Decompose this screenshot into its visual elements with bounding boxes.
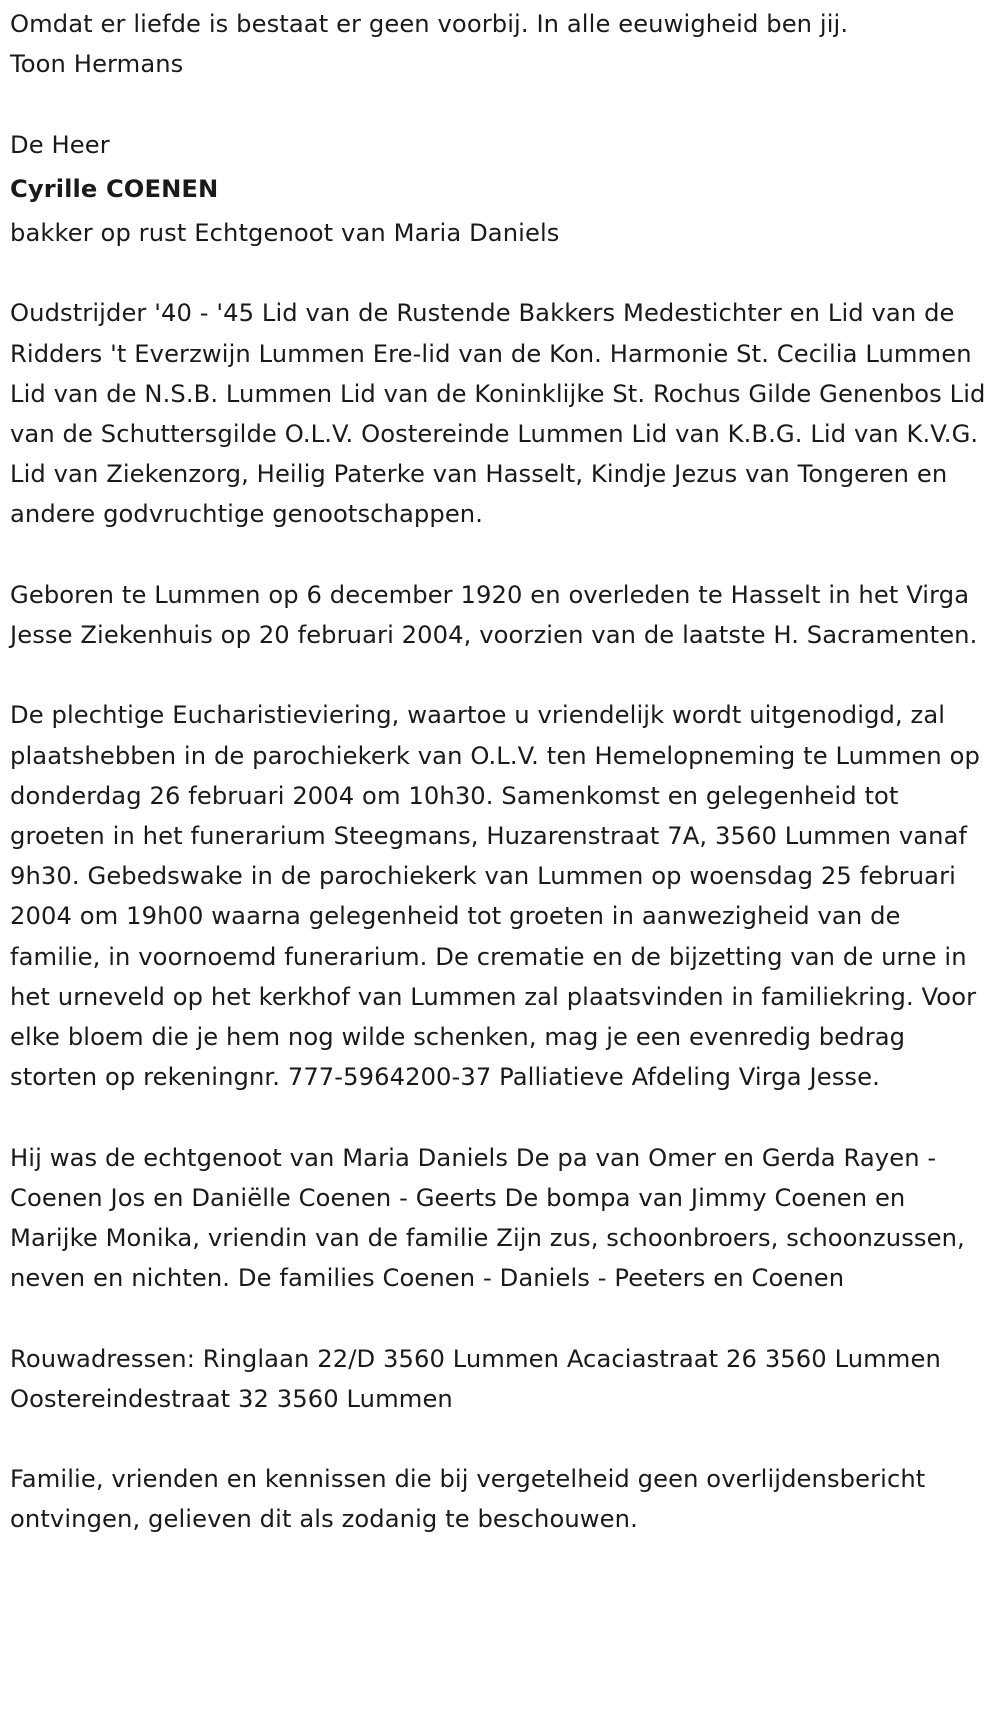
obituary-notice (10, 4, 995, 1540)
quote-text: Omdat er liefde is bestaat er geen voorbij. In alle eeuwigheid ben jij. (10, 10, 849, 38)
spacer (10, 253, 995, 293)
family-paragraph: Hij was de echtgenoot van Maria Daniels De pa van Omer en Gerda Rayen - Coenen Jos en Daniëlle Coenen - Geerts De bompa van Jimmy Coenen en Marijke Monika, vriendin van de familie Zijn zus, schoonbroers, schoonzussen, neven en nichten. De families Coenen - Daniels - Peeters en Coenen (10, 1143, 965, 1293)
closing-paragraph: Familie, vrienden en kennissen die bij vergetelheid geen overlijdensbericht ontvingen, gelieven dit als zodanig te beschouwen. (10, 1465, 926, 1534)
spacer (10, 1097, 995, 1137)
quote-author: Toon Hermans (10, 50, 184, 79)
memberships-paragraph: Oudstrijder '40 - '45 Lid van de Rustende Bakkers Medestichter en Lid van de Ridders 't Everzwijn Lummen Ere-lid van de Kon. Harmonie St. Cecilia Lummen Lid van de N.S.B. Lummen Lid van de Koninklijke St. Rochus Gilde Genenbos Lid van de Schuttersgilde O.L.V. Oostereinde Lummen Lid van K.B.G. Lid van K.V.G. Lid van Ziekenzorg, Heilig Paterke van Hasselt, Kindje Jezus van Tongeren en andere godvruchtige genootschappen. (10, 299, 986, 529)
spacer (10, 655, 995, 695)
birth-death-paragraph: Geboren te Lummen op 6 december 1920 en overleden te Hasselt in het Virga Jesse Ziekenhuis op 20 februari 2004, voorzien van de laatste H. Sacramenten. (10, 580, 978, 649)
spacer (10, 535, 995, 575)
spacer (10, 1419, 995, 1459)
spacer (10, 1298, 995, 1338)
salutation: De Heer (10, 130, 110, 159)
deceased-name: Cyrille COENEN (10, 174, 219, 203)
ceremony-paragraph: De plechtige Eucharistieviering, waartoe u vriendelijk wordt uitgenodigd, zal plaatshebben in de parochiekerk van O.L.V. ten Hemelopneming te Lummen op donderdag 26 februari 2004 om 10h30. Samenkomst en gelegenheid tot groeten in het funerarium Steegmans, Huzarenstraat 7A, 3560 Lummen vanaf 9h30. Gebedswake in de parochiekerk van Lummen op woensdag 25 februari 2004 om 19h00 waarna gelegenheid tot groeten in aanwezigheid van de familie, in voornoemd funerarium. De crematie en de bijzetting van de urne in het urneveld op het kerkhof van Lummen zal plaatsvinden in familiekring. Voor elke bloem die je hem nog wilde schenken, mag je een evenredig bedrag storten op rekeningnr. 777-5964200-37 Palliatieve Afdeling Virga Jesse. (10, 701, 980, 1092)
spacer (10, 84, 995, 124)
addresses-paragraph: Rouwadressen: Ringlaan 22/D 3560 Lummen Acaciastraat 26 3560 Lummen Oostereindestraat 32 3560 Lummen (10, 1344, 941, 1413)
deceased-subtitle: bakker op rust Echtgenoot van Maria Daniels (10, 219, 560, 247)
